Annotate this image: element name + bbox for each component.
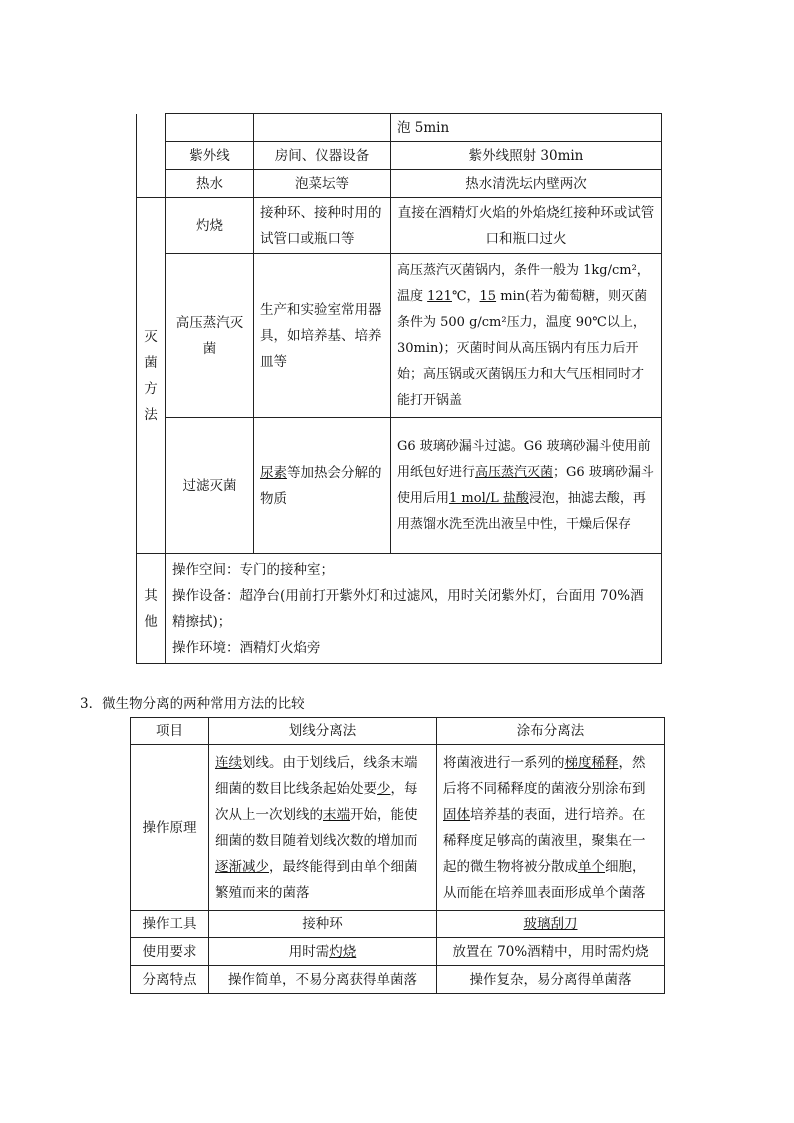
note-line: 操作环境：酒精灯火焰旁: [172, 639, 321, 656]
feature-streak: 操作简单，不易分离获得单菌落: [209, 966, 437, 994]
scope-cell-burn: 接种环、接种时用的试管口或瓶口等: [254, 198, 391, 254]
scope-cell: [254, 114, 391, 142]
requirement-label: 使用要求: [131, 938, 209, 966]
group-label-sterilization: 灭 菌 方 法: [137, 198, 166, 554]
operation-cell-steam: 高压蒸汽灭菌锅内，条件一般为 1kg/cm²，温度 121℃，15 min(若为葡萄糖，则灭菌条件为 500 g/cm²压力，温度 90℃以上，30min)；灭菌时间从高压锅内有压力后开始；高压锅或灭菌锅压力和大气压相同时才能打开锅盖: [391, 254, 662, 418]
requirement-spread: 放置在 70%酒精中，用时需灼烧: [437, 938, 665, 966]
requirement-streak: 用时需灼烧: [209, 938, 437, 966]
header-streak: 划线分离法: [209, 718, 437, 745]
principle-label: 操作原理: [131, 745, 209, 911]
operation-cell-hot: 热水清洗坛内壁两次: [391, 170, 662, 198]
sterilization-table: [136, 113, 662, 664]
other-notes-cell: [166, 554, 662, 664]
method-cell-steam: 高压蒸汽灭菌: [166, 254, 254, 418]
method-cell-filter: 过滤灭菌: [166, 418, 254, 554]
principle-spread: 将菌液进行一系列的梯度稀释，然后将不同稀释度的菌液分别涂布到固体培养基的表面，进行培养。在稀释度足够高的菌液里，聚集在一起的微生物将被分散成单个细胞，从而能在培养皿表面形成单个菌落: [437, 745, 665, 911]
feature-label: 分离特点: [131, 966, 209, 994]
tool-spread: 玻璃刮刀: [437, 911, 665, 938]
note-line: 操作设备：超净台(用前打开紫外灯和过滤风，用时关闭紫外灯，台面用 70%酒精擦拭)；: [172, 587, 644, 630]
principle-streak: 连续划线。由于划线后，线条末端细菌的数目比线条起始处要少，每次从上一次划线的末端开始，能使细菌的数目随着划线次数的增加而逐渐减少，最终能得到由单个细菌繁殖而来的菌落: [209, 745, 437, 911]
note-line: 操作空间：专门的接种室；: [172, 561, 334, 578]
group-label-other: 其 他: [137, 554, 166, 664]
operation-cell-filter: G6 玻璃砂漏斗过滤。G6 玻璃砂漏斗使用前用纸包好进行高压蒸汽灭菌；G6 玻璃砂漏斗使用后用1 mol/L 盐酸浸泡，抽滤去酸，再用蒸馏水洗至洗出液呈中性，干燥后保存: [391, 418, 662, 554]
method-cell-uv: 紫外线: [166, 142, 254, 170]
method-cell-hot: 热水: [166, 170, 254, 198]
scope-cell-steam: 生产和实验室常用器具，如培养基、培养皿等: [254, 254, 391, 418]
tool-label: 操作工具: [131, 911, 209, 938]
operation-cell-uv: 紫外线照射 30min: [391, 142, 662, 170]
scope-cell-hot: 泡菜坛等: [254, 170, 391, 198]
header-item: 项目: [131, 718, 209, 745]
method-cell: [166, 114, 254, 142]
method-cell-burn: 灼烧: [166, 198, 254, 254]
feature-spread: 操作复杂，易分离得单菌落: [437, 966, 665, 994]
operation-cell: 泡 5min: [391, 114, 662, 142]
header-spread: 涂布分离法: [437, 718, 665, 745]
comparison-table: [130, 717, 665, 994]
section-heading: 3．微生物分离的两种常用方法的比较: [80, 696, 305, 712]
scope-cell-uv: 房间、仪器设备: [254, 142, 391, 170]
scope-cell-filter: 尿素等加热会分解的物质: [254, 418, 391, 554]
operation-cell-burn: 直接在酒精灯火焰的外焰烧红接种环或试管口和瓶口过火: [391, 198, 662, 254]
group-cell-top: [137, 114, 166, 198]
tool-streak: 接种环: [209, 911, 437, 938]
